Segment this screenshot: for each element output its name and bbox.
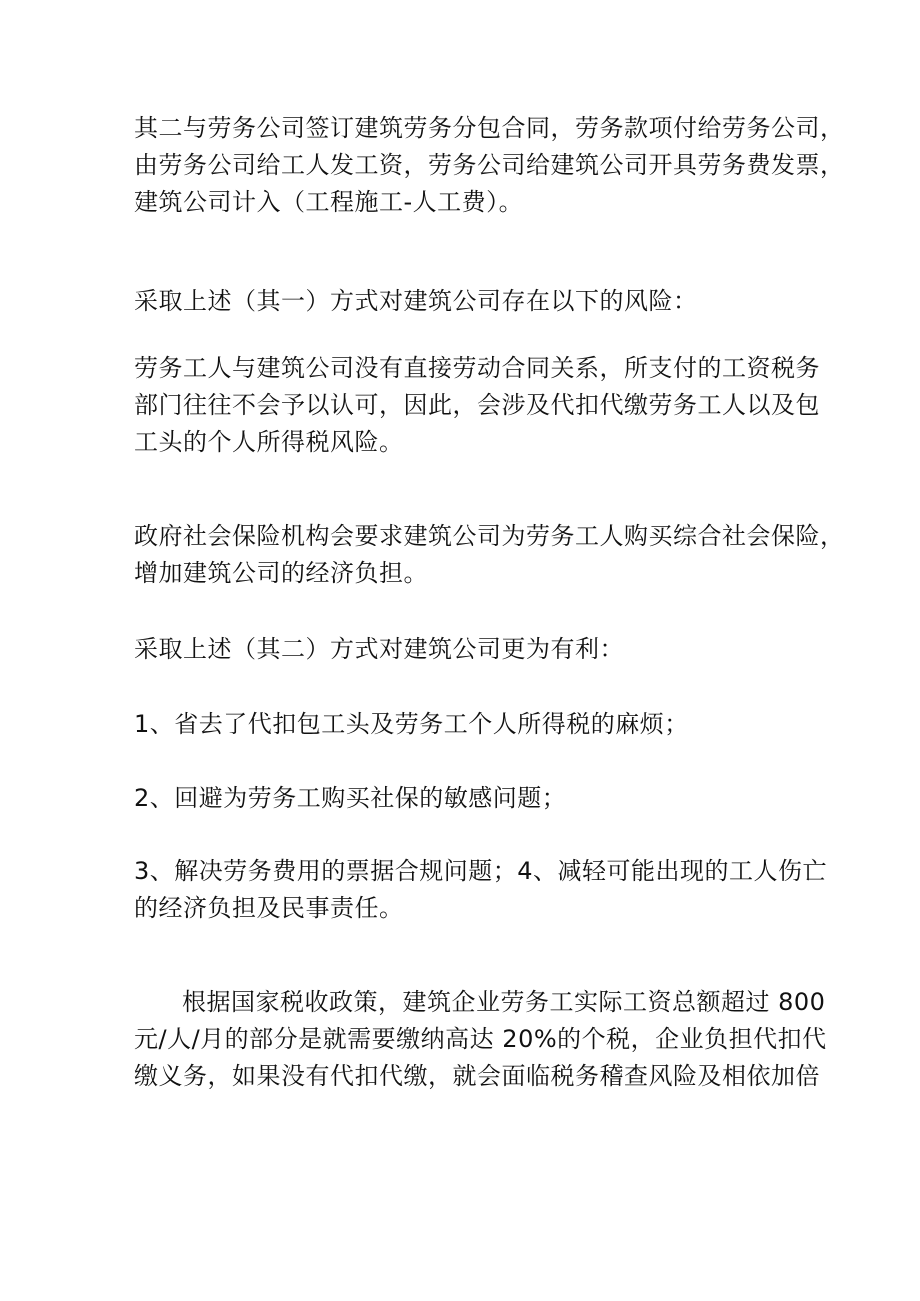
text-line: 1、省去了代扣包工头及劳务工个人所得税的麻烦； xyxy=(134,710,689,738)
text-line: 部门往往不会予以认可，因此，会涉及代扣代缴劳务工人以及包 xyxy=(134,391,820,419)
text-line: 工头的个人所得税风险。 xyxy=(134,428,404,456)
paragraph-risk-heading xyxy=(134,283,794,320)
paragraph-tax-policy xyxy=(134,984,827,1095)
text-line: 的经济负担及民事责任。 xyxy=(134,894,404,922)
text-line: 劳务工人与建筑公司没有直接劳动合同关系，所支付的工资税务 xyxy=(134,354,820,382)
text-line: 由劳务公司给工人发工资，劳务公司给建筑公司开具劳务费发票， xyxy=(134,151,845,179)
text-line: 3、解决劳务费用的票据合规问题；4、减轻可能出现的工人伤亡 xyxy=(134,857,828,885)
paragraph-tax-risk xyxy=(134,350,820,461)
text-line: 其二与劳务公司签订建筑劳务分包合同，劳务款项付给劳务公司， xyxy=(134,114,845,142)
text-line: 2、回避为劳务工购买社保的敏感问题； xyxy=(134,784,567,812)
paragraph-benefit-heading xyxy=(134,631,794,668)
text-line: 根据国家税收政策，建筑企业劳务工实际工资总额超过 800 xyxy=(182,988,826,1016)
list-item-3-4 xyxy=(134,853,828,927)
text-line: 采取上述（其二）方式对建筑公司更为有利： xyxy=(134,635,624,663)
text-line: 增加建筑公司的经济负担。 xyxy=(134,559,428,587)
paragraph-social-insurance xyxy=(134,518,845,592)
list-item-2 xyxy=(134,780,794,817)
paragraph-labor-subcontract xyxy=(134,110,845,221)
text-line: 建筑公司计入（工程施工-人工费）。 xyxy=(134,188,524,216)
text-line: 政府社会保险机构会要求建筑公司为劳务工人购买综合社会保险， xyxy=(134,522,845,550)
list-item-1 xyxy=(134,706,794,743)
text-line: 元/人/月的部分是就需要缴纳高达 20%的个税，企业负担代扣代 xyxy=(134,1025,827,1053)
text-line: 采取上述（其一）方式对建筑公司存在以下的风险： xyxy=(134,287,698,315)
text-line: 缴义务，如果没有代扣代缴，就会面临税务稽查风险及相依加倍 xyxy=(134,1062,820,1090)
